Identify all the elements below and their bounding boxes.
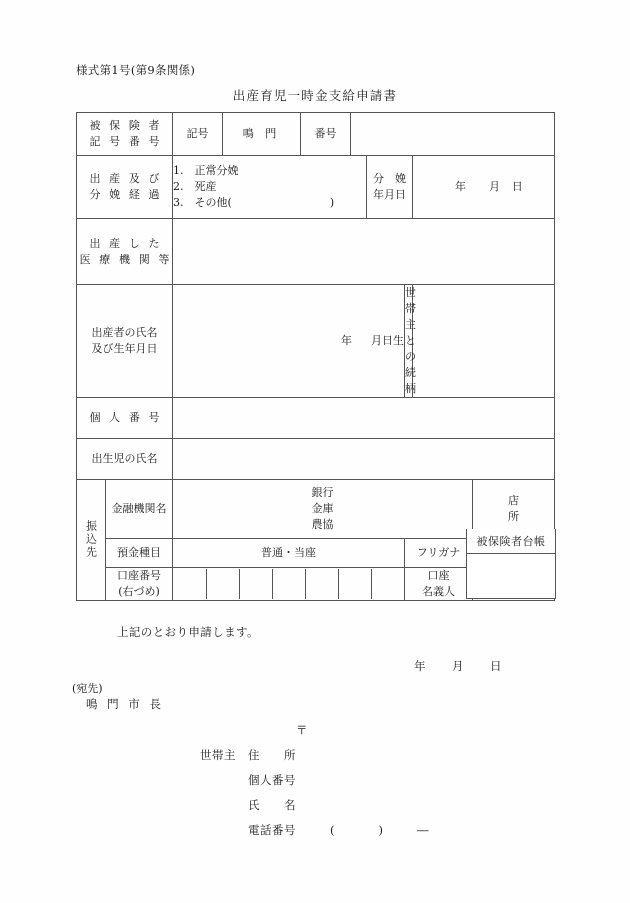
applicant-phone-label: 電話番号: [248, 823, 296, 837]
label-furigana: フリガナ: [405, 538, 473, 567]
account-number-digit-grid[interactable]: [173, 567, 405, 600]
applicant-name-row: [200, 797, 429, 813]
label-account-holder: 口座 名義人: [405, 567, 473, 600]
label-institution: 出 産 し た 医 療 機 関 等: [77, 219, 173, 285]
table-row-insured-number: [77, 113, 555, 156]
addressee-label: (宛先): [72, 682, 103, 695]
label-mother: 出産者の氏名 及び生年月日: [77, 285, 173, 398]
insured-ledger-value[interactable]: [467, 554, 555, 598]
label-bangou: 番号: [301, 113, 351, 156]
table-row-newborn-name: [77, 438, 555, 479]
bank-kind-ginko[interactable]: 銀行: [311, 485, 334, 499]
phone-dash: ―: [417, 823, 429, 837]
mother-dob-day: 日生: [382, 333, 405, 347]
page-title: 出産育児一時金支給申請書: [232, 88, 398, 103]
table-row-institution: [77, 219, 555, 285]
table-row-my-number: [77, 397, 555, 438]
account-digit-cell[interactable]: [206, 569, 239, 599]
label-account-number: 口座番号 (右づめ): [106, 567, 173, 600]
label-delivery-date: 分 娩 年月日: [367, 156, 413, 219]
value-mother-name-dob[interactable]: [173, 285, 405, 398]
mother-dob-year: 年: [341, 333, 353, 347]
insured-ledger-box: [466, 529, 556, 599]
label-account-type: 預金種目: [106, 538, 173, 567]
phone-paren-open: (: [330, 823, 335, 837]
account-digit-cell[interactable]: [173, 569, 206, 599]
addressee-name: 鳴 門 市 長: [86, 697, 164, 711]
label-birth-course: 出 産 及 び 分 娩 経 過: [77, 156, 173, 219]
account-digit-table: [173, 569, 404, 599]
option-stillbirth[interactable]: 2. 死産: [173, 180, 217, 194]
label-my-number: 個 人 番 号: [77, 397, 173, 438]
branch-kind-ten[interactable]: 店: [508, 493, 520, 507]
form-code: 様式第1号(第9条関係): [76, 63, 196, 77]
value-my-number[interactable]: [173, 397, 555, 438]
label-newborn-name: 出生児の氏名: [77, 438, 173, 479]
option-normal-delivery[interactable]: 1. 正常分娩: [173, 164, 239, 178]
application-statement: 上記のとおり申請します。: [117, 625, 259, 639]
applicant-role-label: 世帯主: [200, 748, 236, 762]
submission-date-month: 月: [452, 659, 464, 673]
applicant-name-label: 氏 名: [248, 798, 296, 812]
value-account-type[interactable]: 普通・当座: [173, 538, 405, 567]
account-digit-cell[interactable]: [305, 569, 338, 599]
table-row-birth-course: [77, 156, 555, 219]
submission-date-day: 日: [490, 659, 502, 673]
account-digit-cell[interactable]: [272, 569, 305, 599]
insured-ledger-heading: 被保険者台帳: [467, 529, 555, 554]
delivery-date-month: 月: [489, 180, 501, 194]
value-delivery-date[interactable]: [413, 156, 555, 219]
table-row-mother: [77, 285, 555, 398]
bank-kind-nokyo[interactable]: 農協: [311, 517, 334, 531]
submission-date[interactable]: [414, 658, 502, 674]
value-bank-name[interactable]: [173, 479, 473, 538]
value-bangou[interactable]: [351, 113, 555, 156]
phone-paren-close: ): [378, 823, 383, 837]
submission-date-year: 年: [414, 659, 426, 673]
applicant-address-row: [200, 747, 429, 763]
label-household-relation: 世帯主 との続柄: [405, 285, 413, 398]
branch-kind-sho[interactable]: 所: [508, 509, 520, 523]
value-newborn-name[interactable]: [173, 438, 555, 479]
account-digit-cell[interactable]: [239, 569, 272, 599]
account-digit-cell[interactable]: [371, 569, 404, 599]
label-kigou: 記号: [173, 113, 223, 156]
applicant-phone-row: [200, 822, 429, 838]
delivery-date-day: 日: [511, 180, 524, 194]
applicant-my-number-label: 個人番号: [248, 773, 296, 787]
label-insured-number: 被 保 険 者 記 号 番 号: [77, 113, 173, 156]
value-household-relation[interactable]: [413, 285, 555, 398]
applicant-my-number-row: [200, 772, 429, 788]
application-table: [76, 112, 555, 601]
label-transfer-destination: 振込先: [77, 479, 106, 600]
delivery-date-year: 年: [455, 180, 467, 194]
birth-course-options[interactable]: [173, 156, 367, 219]
applicant-address-label: 住 所: [248, 748, 296, 762]
account-digit-cell[interactable]: [338, 569, 371, 599]
bank-kind-kinko[interactable]: 金庫: [311, 501, 334, 515]
applicant-block: [200, 722, 429, 838]
postal-code-mark[interactable]: 〒: [296, 723, 308, 737]
mother-dob-month: 月: [371, 333, 383, 347]
option-other[interactable]: 3. その他( ): [173, 195, 335, 209]
value-institution[interactable]: [173, 219, 555, 285]
value-kigou[interactable]: 鳴 門: [223, 113, 301, 156]
label-bank-name: 金融機関名: [106, 479, 173, 538]
